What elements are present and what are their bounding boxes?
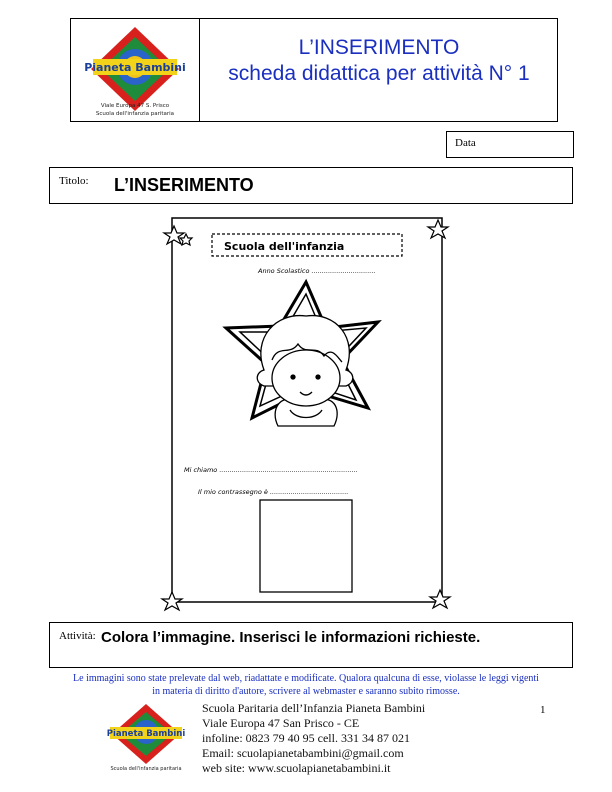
name-label: Mi chiamo ................................................................... bbox=[184, 466, 358, 474]
page-number: 1 bbox=[540, 704, 546, 716]
activity-label: Attività: bbox=[59, 630, 96, 642]
title-line-2: scheda didattica per attività N° 1 bbox=[228, 62, 530, 85]
star-icon bbox=[164, 226, 184, 244]
star-icon bbox=[162, 592, 182, 610]
date-label: Data bbox=[455, 137, 476, 149]
footer-contact-info bbox=[202, 701, 425, 776]
title-line-1: L’INSERIMENTO bbox=[298, 36, 460, 59]
footer-school-name: Scuola Paritaria dell’Infanzia Pianeta Bambini bbox=[202, 701, 426, 715]
copyright-disclaimer bbox=[30, 673, 582, 698]
svg-text:Scuola dell'infanzia paritaria: Scuola dell'infanzia paritaria bbox=[95, 111, 175, 117]
worksheet-heading: Scuola dell'infanzia bbox=[224, 240, 345, 253]
disclaimer-line-2: in materia di diritto d'autore, scrivere al webmaster e saranno subito rimosse. bbox=[152, 685, 460, 697]
footer-phone: infoline: 0823 79 40 95 cell. 331 34 87 021 bbox=[202, 731, 410, 745]
title-field bbox=[49, 167, 573, 204]
worksheet-image bbox=[160, 210, 452, 612]
title-value: L’INSERIMENTO bbox=[114, 175, 254, 195]
activity-field bbox=[49, 622, 573, 668]
footer-email[interactable]: Email: scuolapianetabambini@gmail.com bbox=[202, 746, 404, 760]
svg-text:Viale Europa 47 S. Prisco: Viale Europa 47 S. Prisco bbox=[100, 103, 170, 109]
star-icon bbox=[430, 590, 450, 608]
school-year-label: Anno Scolastico ............................... bbox=[258, 267, 376, 275]
footer-website[interactable]: web site: www.scuolapianetabambini.it bbox=[202, 761, 391, 775]
star-icon bbox=[180, 234, 192, 245]
footer-logo bbox=[100, 702, 192, 772]
svg-text:Pianeta Bambini: Pianeta Bambini bbox=[84, 61, 186, 74]
disclaimer-line-1: Le immagini sono state prelevate dal web, riadattate e modificate. Qualora qualcuna di esse, violasse le leggi vigenti bbox=[73, 673, 539, 684]
activity-value: Colora l’immagine. Inserisci le informazioni richieste. bbox=[101, 629, 481, 646]
title-label: Titolo: bbox=[59, 175, 89, 187]
svg-text:Scuola dell'infanzia paritaria: Scuola dell'infanzia paritaria bbox=[110, 766, 182, 772]
date-field[interactable] bbox=[446, 131, 574, 158]
school-logo bbox=[75, 23, 195, 119]
symbol-box bbox=[260, 500, 352, 592]
star-icon bbox=[428, 220, 448, 238]
page-title bbox=[201, 35, 557, 87]
svg-text:Pianeta Bambini: Pianeta Bambini bbox=[106, 729, 186, 739]
symbol-label: Il mio contrassegno è ...................................... bbox=[198, 488, 349, 496]
header-divider bbox=[199, 19, 200, 121]
footer-address: Viale Europa 47 San Prisco - CE bbox=[202, 716, 360, 730]
header-box bbox=[70, 18, 558, 122]
